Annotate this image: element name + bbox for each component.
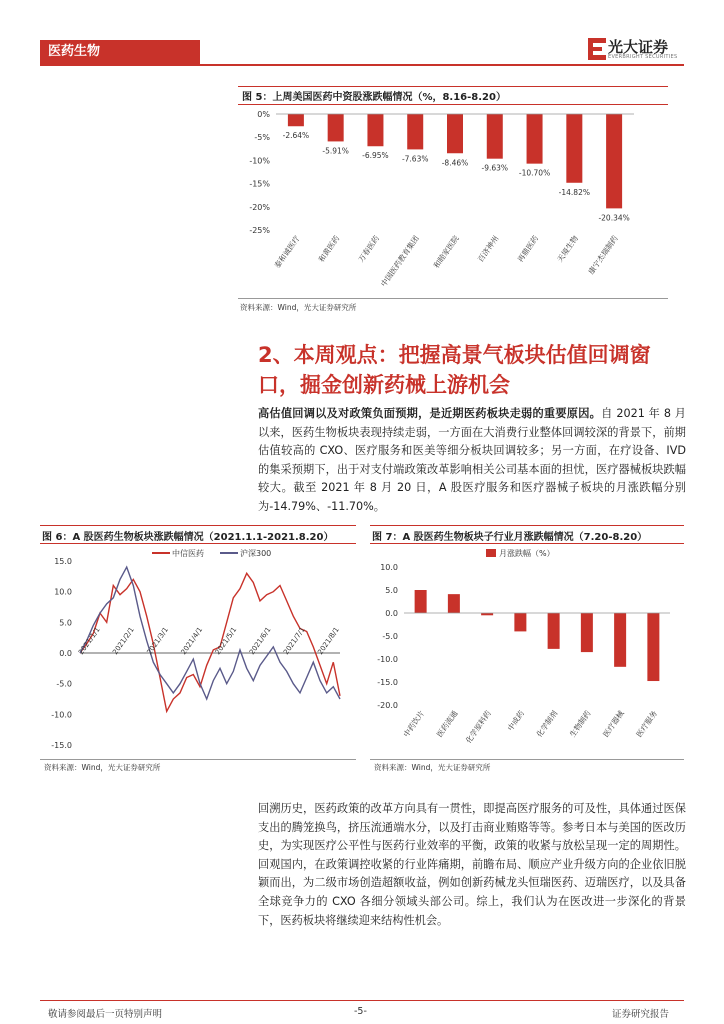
fig5-bar <box>606 114 622 208</box>
fig5-category-label: 康宁杰瑞制药 <box>586 233 620 277</box>
fig7-bar <box>581 613 593 652</box>
fig7-bar <box>647 613 659 681</box>
header-divider <box>40 64 684 66</box>
fig6-source: 资料来源：Wind，光大证券研究所 <box>44 763 161 772</box>
fig6-y-tick-label: -10.0 <box>51 710 72 720</box>
fig7-category-label: 生物制药 <box>567 708 593 739</box>
fig7-title-rule <box>370 543 684 544</box>
page-number: -5- <box>354 1006 367 1017</box>
fig7-category-label: 化学原料药 <box>463 708 493 745</box>
fig6-x-tick-label: 2021/5/1 <box>213 625 239 657</box>
fig5-value-label: -5.91% <box>322 146 349 156</box>
fig7-category-label: 中成药 <box>505 708 527 733</box>
fig7-y-tick-label: -10.0 <box>377 655 398 664</box>
fig5-bar <box>447 114 463 153</box>
fig5-category-label: 和黄医药 <box>316 233 342 264</box>
fig5-bar <box>328 114 344 141</box>
fig7-y-tick-label: -5.0 <box>382 632 398 641</box>
fig6-x-tick-label: 2021/3/1 <box>145 625 171 657</box>
fig7-y-tick-label: -20.0 <box>377 701 398 710</box>
section-title: 2、本周观点：把握高景气板块估值回调窗口，掘金创新药械上游机会 <box>258 343 651 397</box>
fig7-bar <box>415 590 427 613</box>
fig5-value-label: -10.70% <box>518 168 551 178</box>
paragraph-1-body: 自 2021 年 8 月以来，医药生物板块表现持续走弱，一方面在大消费行业整体回调较深的背景下，前期估值较高的 CXO、医疗服务和医美等细分板块回调较多；另一方面，在疗设备、IVD 的集采预期下，出于对支付端政策改革影响相关公司基本面的担忧，医疗器械板块跌幅较大。截至 2021 年 8 月 20 日，A 股医疗服务和医疗器械子板块的月涨跌幅分别为-14.79%、-11.70%。 <box>258 407 686 513</box>
fig6-x-tick-label: 2021/8/1 <box>316 625 341 657</box>
fig7-title: 图 7：A 股医药生物板块子行业月涨跌幅情况（7.20-8.20） <box>372 532 648 543</box>
fig5-value-label: -20.34% <box>598 213 630 223</box>
fig5-y-tick-label: -10% <box>249 156 270 166</box>
fig6-x-tick-label: 2021/7/1 <box>282 625 307 657</box>
fig5-category-label: 再鼎医药 <box>515 233 541 264</box>
fig6-title: 图 6：A 股医药生物板块涨跌幅情况（2021.1.1-2021.8.20） <box>42 532 334 543</box>
fig7-bottom-rule <box>370 759 684 760</box>
fig5-y-tick-label: -25% <box>249 226 270 235</box>
fig5-bar <box>407 114 423 149</box>
footer-disclaimer: 敬请参阅最后一页特别声明 <box>48 1009 163 1020</box>
fig5-title: 图 5：上周美国医药中资股涨跌幅情况（%，8.16-8.20） <box>242 92 506 103</box>
fig6-y-tick-label: 10.0 <box>54 587 72 597</box>
fig7-bar <box>514 613 526 631</box>
fig5-category-label: 天境生物 <box>555 233 580 264</box>
fig5-y-tick-label: 0% <box>257 110 270 119</box>
fig5-bar <box>566 114 582 183</box>
fig5-chart <box>238 106 668 300</box>
fig6-x-tick-label: 2021/2/1 <box>111 625 136 657</box>
fig5-category-label: 和睦家医院 <box>431 233 461 270</box>
fig5-value-label: -2.64% <box>282 131 310 141</box>
section-tag: 医药生物 <box>40 40 200 64</box>
paragraph-2: 回溯历史，医药政策的改革方向具有一贯性，即提高医疗服务的可及性，具体通过医保支出的腾笼换鸟，挤压流通端水分，以及打击商业贿赂等等。参考日本与美国的医改历史，为实现医疗公平性与医药行业效率的平衡，政策的收紧与放松呈现一定的周期性。回观国内，在政策调控收紧的行业阵痛期，前瞻布局、顺应产业升级方向的企业依旧脱颖而出，为二级市场创造超额收益，例如创新药械龙头恒瑞医药、迈瑞医疗，以及具备全球竞争力的 CXO 各细分领域头部公司。综上，我们认为在医改进一步深化的背景下，医药板块将继续迎来结构性机会。 <box>258 802 686 927</box>
fig5-bar <box>288 114 304 126</box>
paragraph-1 <box>258 405 686 517</box>
fig5-value-label: -8.46% <box>441 158 469 168</box>
fig7-y-tick-label: 5.0 <box>385 586 398 595</box>
fig7-legend-label: 月涨跌幅（%） <box>499 549 555 558</box>
paragraph-1-lead: 高估值回调以及对政策负面预期，是近期医药板块走弱的重要原因。 <box>258 407 602 420</box>
fig5-category-label: 泰和诚医疗 <box>272 233 302 270</box>
fig6-y-tick-label: 5.0 <box>59 618 72 628</box>
fig5-value-label: -9.63% <box>481 163 509 173</box>
fig7-y-tick-label: 10.0 <box>380 563 398 572</box>
fig6-y-tick-label: -5.0 <box>56 679 72 689</box>
fig6-y-tick-label: 0.0 <box>59 649 72 658</box>
fig6-x-tick-label: 2021/6/1 <box>247 625 273 657</box>
fig6-y-tick-label: 15.0 <box>54 557 72 566</box>
fig5-category-label: 中国医药教育集团 <box>379 233 421 289</box>
fig6-chart <box>40 545 356 757</box>
fig6-top-rule <box>40 525 356 526</box>
fig7-category-label: 医疗服务 <box>634 708 660 739</box>
fig5-y-tick-label: -20% <box>249 202 270 212</box>
logo-subtitle: EVERBRIGHT SECURITIES <box>608 54 678 60</box>
fig7-category-label: 中药饮片 <box>401 708 427 739</box>
fig7-category-label: 医疗器械 <box>601 708 626 739</box>
fig5-bar <box>527 114 543 164</box>
footer-divider <box>40 1000 684 1001</box>
fig6-title-rule <box>40 543 356 544</box>
fig7-source: 资料来源：Wind，光大证券研究所 <box>374 763 491 772</box>
fig7-chart <box>370 545 684 757</box>
fig6-legend-label-1: 中信医药 <box>172 549 204 558</box>
fig5-bar <box>367 114 383 146</box>
logo-name: 光大证券 <box>608 38 669 56</box>
fig7-bar <box>448 594 460 613</box>
fig7-legend-swatch <box>486 549 496 557</box>
fig5-title-rule <box>238 104 668 105</box>
fig5-bottom-rule <box>238 298 668 299</box>
fig5-value-label: -7.63% <box>401 154 429 164</box>
fig5-source: 资料来源：Wind，光大证券研究所 <box>240 303 357 312</box>
fig5-top-rule <box>238 86 668 87</box>
fig5-value-label: -6.95% <box>362 151 389 161</box>
fig5-category-label: 百济神州 <box>475 233 501 264</box>
fig5-bar <box>487 114 503 159</box>
fig5-y-tick-label: -15% <box>249 179 270 189</box>
fig7-y-tick-label: 0.0 <box>385 609 398 618</box>
fig6-x-tick-label: 2021/1/1 <box>77 625 102 657</box>
fig7-bar <box>614 613 626 667</box>
fig5-value-label: -14.82% <box>558 187 590 197</box>
fig6-legend-label-2: 沪深300 <box>240 549 272 558</box>
fig7-category-label: 医药流通 <box>434 708 460 739</box>
fig7-y-tick-label: -15.0 <box>377 678 398 687</box>
fig7-category-label: 化学制剂 <box>534 708 560 739</box>
fig6-bottom-rule <box>40 759 356 760</box>
footer-report-type: 证券研究报告 <box>612 1009 670 1020</box>
fig5-category-label: 万春医药 <box>356 233 382 264</box>
fig5-y-tick-label: -5% <box>254 133 270 143</box>
logo-icon <box>588 38 606 60</box>
fig6-x-tick-label: 2021/4/1 <box>179 625 205 657</box>
fig7-bar <box>548 613 560 649</box>
fig7-top-rule <box>370 525 684 526</box>
fig6-y-tick-label: -15.0 <box>51 741 72 750</box>
